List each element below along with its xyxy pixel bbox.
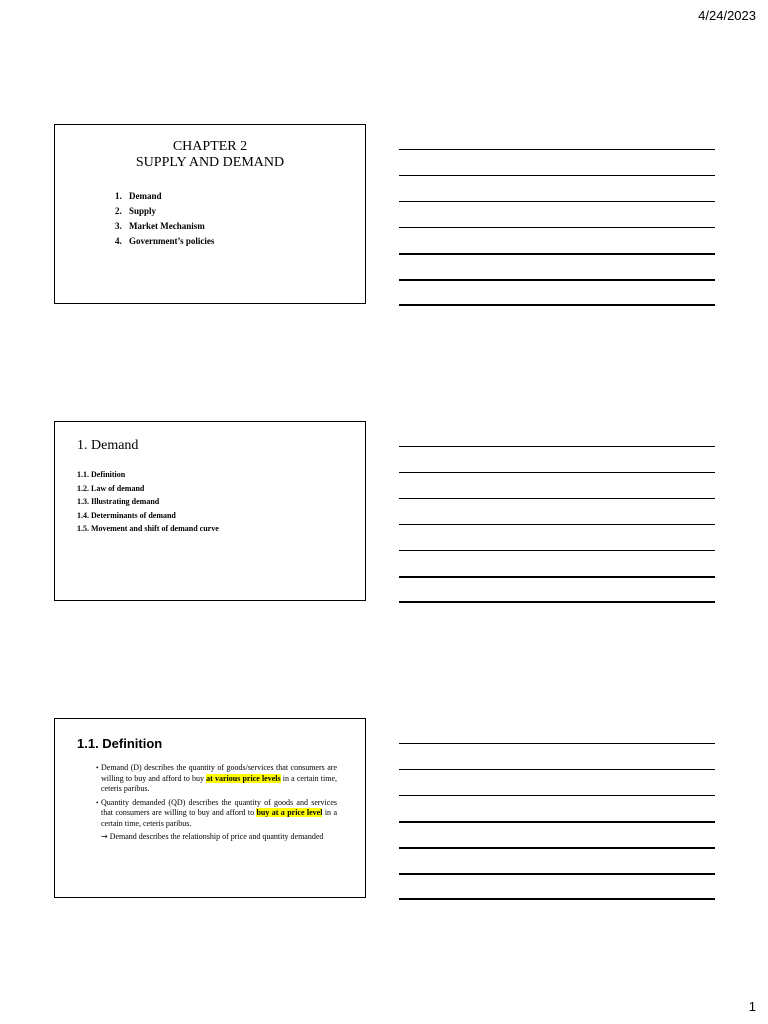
note-line bbox=[399, 498, 715, 499]
note-line bbox=[399, 227, 715, 228]
print-date: 4/24/2023 bbox=[698, 8, 756, 23]
note-line bbox=[399, 743, 715, 744]
notes-lines-3 bbox=[399, 718, 715, 898]
note-line bbox=[399, 873, 715, 875]
slide-thumbnail-1 bbox=[54, 124, 366, 304]
note-line bbox=[399, 550, 715, 551]
topic-item: 1.5. Movement and shift of demand curve bbox=[77, 524, 219, 533]
note-line bbox=[399, 898, 715, 900]
bullet-icon: • bbox=[96, 764, 99, 772]
topic-item: 1.1. Definition bbox=[77, 470, 126, 479]
chapter-subtitle: SUPPLY AND DEMAND bbox=[135, 155, 285, 170]
highlighted-text: at various price levels bbox=[206, 773, 281, 783]
note-line bbox=[399, 279, 715, 281]
chapter-heading: CHAPTER 2 bbox=[172, 139, 248, 154]
slide-thumbnail-3 bbox=[54, 718, 366, 898]
demand-definition-paragraph: • Demand (D) describes the quantity of goods/services that consumers are willing to buy and afford to buy at various price levels in a certain time, ceteris paribus. bbox=[96, 763, 337, 793]
bullet-icon: • bbox=[96, 798, 99, 807]
conclusion-paragraph: → Demand describes the relationship of price and quantity demanded bbox=[101, 832, 324, 841]
note-line bbox=[399, 847, 715, 849]
slide-thumbnail-2 bbox=[54, 421, 366, 601]
note-line bbox=[399, 304, 715, 306]
note-line bbox=[399, 175, 715, 176]
outline-item: 1. Demand bbox=[115, 191, 162, 201]
highlighted-text: buy at a price level bbox=[256, 808, 323, 817]
notes-lines-2 bbox=[399, 421, 715, 601]
note-line bbox=[399, 472, 715, 473]
page-number: 1 bbox=[748, 999, 756, 1014]
right-arrow-icon: → bbox=[101, 832, 108, 841]
note-line bbox=[399, 524, 715, 525]
topic-item: 1.3. Illustrating demand bbox=[77, 497, 160, 506]
outline-item: 4. Government’s policies bbox=[115, 236, 215, 246]
note-line bbox=[399, 821, 715, 823]
note-line bbox=[399, 769, 715, 770]
note-line bbox=[399, 446, 715, 447]
chapter-outline-list bbox=[115, 189, 214, 249]
note-line bbox=[399, 149, 715, 150]
outline-item: 3. Market Mechanism bbox=[115, 221, 205, 231]
quantity-demanded-paragraph: • Quantity demanded (QD) describes the quantity of goods and services that consumers are willing to buy and afford to buy at a price level in a certain time, ceteris paribus. bbox=[96, 797, 337, 828]
note-line bbox=[399, 201, 715, 202]
note-line bbox=[399, 795, 715, 796]
demand-topics-list bbox=[77, 468, 219, 536]
note-line bbox=[399, 253, 715, 255]
slide-3-title: 1.1. Definition bbox=[77, 736, 163, 751]
note-line bbox=[399, 576, 715, 578]
slide-2-title: 1. Demand bbox=[77, 438, 139, 453]
definition-body bbox=[96, 763, 337, 846]
notes-lines-1 bbox=[399, 124, 715, 304]
slide-1-title bbox=[55, 139, 365, 171]
note-line bbox=[399, 601, 715, 603]
topic-item: 1.4. Determinants of demand bbox=[77, 510, 176, 520]
topic-item: 1.2. Law of demand bbox=[77, 483, 145, 493]
outline-item: 2. Supply bbox=[115, 206, 157, 216]
